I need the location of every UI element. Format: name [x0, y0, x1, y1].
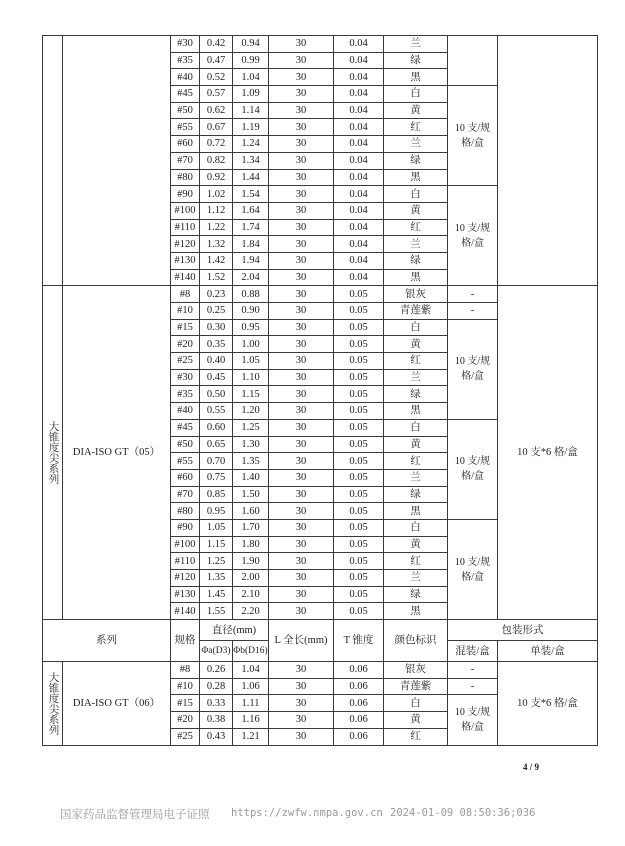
spec-cell: #40	[171, 69, 200, 86]
phi-b-cell: 1.94	[233, 252, 269, 269]
length-cell: 30	[269, 403, 334, 420]
color-cell: 红	[384, 728, 448, 745]
color-cell: 红	[384, 353, 448, 370]
length-cell: 30	[269, 102, 334, 119]
spec-cell: #70	[171, 152, 200, 169]
category-cell	[43, 662, 63, 745]
mixed-pack-cell: -	[448, 662, 498, 679]
length-cell: 30	[269, 269, 334, 286]
color-cell: 红	[384, 453, 448, 470]
phi-b-cell: 1.19	[233, 119, 269, 136]
phi-b-cell: 1.05	[233, 353, 269, 370]
spec-cell: #140	[171, 603, 200, 620]
length-cell: 30	[269, 353, 334, 370]
phi-b-cell: 1.09	[233, 86, 269, 103]
taper-cell: 0.05	[334, 419, 384, 436]
header-length: L 全长(mm)	[269, 620, 334, 662]
phi-a-cell: 0.57	[200, 86, 233, 103]
spec-cell: #45	[171, 86, 200, 103]
spec-cell: #25	[171, 353, 200, 370]
spec-cell: #80	[171, 503, 200, 520]
phi-a-cell: 1.45	[200, 586, 233, 603]
phi-a-cell: 1.05	[200, 519, 233, 536]
mixed-pack-cell	[448, 36, 498, 86]
spec-cell: #25	[171, 728, 200, 745]
length-cell: 30	[269, 86, 334, 103]
taper-cell: 0.05	[334, 469, 384, 486]
length-cell: 30	[269, 419, 334, 436]
spec-cell: #90	[171, 186, 200, 203]
phi-b-cell: 0.95	[233, 319, 269, 336]
spec-cell: #8	[171, 286, 200, 303]
table-row	[43, 36, 598, 53]
phi-b-cell: 1.84	[233, 236, 269, 253]
length-cell: 30	[269, 570, 334, 587]
phi-b-cell: 1.16	[233, 712, 269, 729]
color-cell: 白	[384, 695, 448, 712]
phi-a-cell: 0.45	[200, 369, 233, 386]
color-cell: 银灰	[384, 286, 448, 303]
phi-b-cell: 2.00	[233, 570, 269, 587]
mixed-pack-cell: 10 支/规格/盒	[448, 86, 498, 186]
phi-b-cell: 1.06	[233, 678, 269, 695]
spec-cell: #10	[171, 303, 200, 320]
phi-b-cell: 1.40	[233, 469, 269, 486]
color-cell: 黑	[384, 403, 448, 420]
length-cell: 30	[269, 695, 334, 712]
header-series: 系列	[43, 620, 171, 662]
phi-a-cell: 0.52	[200, 69, 233, 86]
mixed-pack-cell: -	[448, 678, 498, 695]
header-phi-b: Φb(D16)	[233, 641, 269, 662]
spec-cell: #60	[171, 469, 200, 486]
taper-cell: 0.05	[334, 603, 384, 620]
color-cell: 黑	[384, 269, 448, 286]
phi-a-cell: 0.42	[200, 36, 233, 53]
phi-a-cell: 0.60	[200, 419, 233, 436]
spec-cell: #30	[171, 36, 200, 53]
color-cell: 绿	[384, 152, 448, 169]
phi-a-cell: 0.30	[200, 319, 233, 336]
phi-a-cell: 1.12	[200, 202, 233, 219]
spec-cell: #110	[171, 553, 200, 570]
phi-a-cell: 0.70	[200, 453, 233, 470]
phi-b-cell: 0.99	[233, 52, 269, 69]
color-cell: 黄	[384, 712, 448, 729]
phi-a-cell: 0.43	[200, 728, 233, 745]
spec-cell: #120	[171, 570, 200, 587]
taper-cell: 0.05	[334, 436, 384, 453]
length-cell: 30	[269, 319, 334, 336]
spec-cell: #10	[171, 678, 200, 695]
phi-b-cell: 1.64	[233, 202, 269, 219]
spec-cell: #50	[171, 102, 200, 119]
spec-cell: #15	[171, 319, 200, 336]
phi-b-cell: 2.20	[233, 603, 269, 620]
phi-a-cell: 0.72	[200, 136, 233, 153]
phi-b-cell: 1.90	[233, 553, 269, 570]
taper-cell: 0.06	[334, 695, 384, 712]
single-pack-cell: 10 支*6 格/盒	[498, 286, 598, 620]
table-row	[43, 662, 598, 679]
spec-cell: #20	[171, 712, 200, 729]
length-cell: 30	[269, 712, 334, 729]
color-cell: 白	[384, 519, 448, 536]
taper-cell: 0.04	[334, 102, 384, 119]
taper-cell: 0.05	[334, 386, 384, 403]
spec-cell: #130	[171, 586, 200, 603]
mixed-pack-cell: 10 支/规格/盒	[448, 319, 498, 419]
taper-cell: 0.04	[334, 236, 384, 253]
taper-cell: 0.05	[334, 553, 384, 570]
taper-cell: 0.05	[334, 353, 384, 370]
phi-b-cell: 1.35	[233, 453, 269, 470]
phi-a-cell: 1.02	[200, 186, 233, 203]
color-cell: 白	[384, 86, 448, 103]
color-cell: 兰	[384, 570, 448, 587]
color-cell: 白	[384, 319, 448, 336]
phi-a-cell: 1.25	[200, 553, 233, 570]
phi-b-cell: 1.04	[233, 662, 269, 679]
phi-b-cell: 1.04	[233, 69, 269, 86]
length-cell: 30	[269, 286, 334, 303]
phi-a-cell: 1.52	[200, 269, 233, 286]
spec-cell: #100	[171, 202, 200, 219]
taper-cell: 0.05	[334, 536, 384, 553]
length-cell: 30	[269, 662, 334, 679]
color-cell: 黄	[384, 536, 448, 553]
taper-cell: 0.04	[334, 69, 384, 86]
length-cell: 30	[269, 503, 334, 520]
color-cell: 绿	[384, 52, 448, 69]
header-color: 颜色标识	[384, 620, 448, 662]
phi-b-cell: 1.30	[233, 436, 269, 453]
color-cell: 兰	[384, 369, 448, 386]
phi-b-cell: 1.20	[233, 403, 269, 420]
category-cell	[43, 286, 63, 620]
spec-cell: #20	[171, 336, 200, 353]
spec-cell: #35	[171, 386, 200, 403]
color-cell: 黑	[384, 603, 448, 620]
spec-cell: #40	[171, 403, 200, 420]
series-cell	[63, 36, 171, 286]
mixed-pack-cell: 10 支/规格/盒	[448, 419, 498, 519]
taper-cell: 0.05	[334, 319, 384, 336]
color-cell: 黑	[384, 503, 448, 520]
spec-cell: #15	[171, 695, 200, 712]
taper-cell: 0.04	[334, 36, 384, 53]
header-phi-a: Φa(D3)	[200, 641, 233, 662]
color-cell: 黄	[384, 436, 448, 453]
footer-issuer: 国家药品监督管理局电子证照	[60, 807, 210, 821]
length-cell: 30	[269, 202, 334, 219]
color-cell: 黄	[384, 102, 448, 119]
taper-cell: 0.05	[334, 369, 384, 386]
phi-a-cell: 0.65	[200, 436, 233, 453]
phi-a-cell: 0.85	[200, 486, 233, 503]
phi-b-cell: 1.50	[233, 486, 269, 503]
length-cell: 30	[269, 252, 334, 269]
phi-a-cell: 0.40	[200, 353, 233, 370]
length-cell: 30	[269, 519, 334, 536]
length-cell: 30	[269, 436, 334, 453]
product-spec-table	[42, 35, 598, 746]
single-pack-cell: 10 支*6 格/盒	[498, 662, 598, 745]
taper-cell: 0.04	[334, 152, 384, 169]
color-cell: 绿	[384, 586, 448, 603]
length-cell: 30	[269, 553, 334, 570]
footer-timestamp: 2024-01-09 08:50:36;036	[390, 807, 536, 819]
phi-a-cell: 0.28	[200, 678, 233, 695]
table-body-lower	[43, 662, 598, 745]
spec-cell: #60	[171, 136, 200, 153]
taper-cell: 0.04	[334, 219, 384, 236]
phi-b-cell: 1.15	[233, 386, 269, 403]
phi-b-cell: 1.10	[233, 369, 269, 386]
category-cell	[43, 36, 63, 286]
spec-cell: #110	[171, 219, 200, 236]
phi-b-cell: 1.60	[233, 503, 269, 520]
length-cell: 30	[269, 453, 334, 470]
phi-a-cell: 1.15	[200, 536, 233, 553]
phi-b-cell: 1.11	[233, 695, 269, 712]
taper-cell: 0.05	[334, 586, 384, 603]
mixed-pack-cell: 10 支/规格/盒	[448, 186, 498, 286]
phi-b-cell: 1.80	[233, 536, 269, 553]
color-cell: 兰	[384, 469, 448, 486]
phi-a-cell: 0.47	[200, 52, 233, 69]
phi-b-cell: 1.74	[233, 219, 269, 236]
single-pack-cell	[498, 36, 598, 286]
color-cell: 银灰	[384, 662, 448, 679]
spec-cell: #55	[171, 119, 200, 136]
length-cell: 30	[269, 52, 334, 69]
length-cell: 30	[269, 219, 334, 236]
length-cell: 30	[269, 69, 334, 86]
phi-a-cell: 0.25	[200, 303, 233, 320]
length-cell: 30	[269, 486, 334, 503]
series-cell: DIA-ISO GT（05）	[63, 286, 171, 620]
taper-cell: 0.04	[334, 52, 384, 69]
phi-b-cell: 2.10	[233, 586, 269, 603]
phi-b-cell: 1.21	[233, 728, 269, 745]
taper-cell: 0.05	[334, 503, 384, 520]
color-cell: 兰	[384, 36, 448, 53]
table-row	[43, 286, 598, 303]
spec-cell: #100	[171, 536, 200, 553]
taper-cell: 0.05	[334, 336, 384, 353]
color-cell: 红	[384, 553, 448, 570]
header-row-top	[43, 620, 598, 641]
spec-cell: #130	[171, 252, 200, 269]
spec-cell: #8	[171, 662, 200, 679]
taper-cell: 0.04	[334, 119, 384, 136]
taper-cell: 0.05	[334, 519, 384, 536]
color-cell: 红	[384, 119, 448, 136]
phi-a-cell: 1.42	[200, 252, 233, 269]
length-cell: 30	[269, 386, 334, 403]
taper-cell: 0.05	[334, 486, 384, 503]
color-cell: 青莲紫	[384, 678, 448, 695]
phi-a-cell: 0.33	[200, 695, 233, 712]
color-cell: 黄	[384, 336, 448, 353]
phi-a-cell: 0.92	[200, 169, 233, 186]
taper-cell: 0.04	[334, 186, 384, 203]
color-cell: 黄	[384, 202, 448, 219]
color-cell: 绿	[384, 386, 448, 403]
spec-cell: #140	[171, 269, 200, 286]
phi-a-cell: 1.32	[200, 236, 233, 253]
taper-cell: 0.06	[334, 712, 384, 729]
spec-cell: #55	[171, 453, 200, 470]
color-cell: 兰	[384, 136, 448, 153]
taper-cell: 0.05	[334, 303, 384, 320]
length-cell: 30	[269, 119, 334, 136]
category-label: 大锥度尖系列	[47, 421, 59, 485]
phi-a-cell: 1.55	[200, 603, 233, 620]
length-cell: 30	[269, 728, 334, 745]
taper-cell: 0.05	[334, 286, 384, 303]
spec-cell: #80	[171, 169, 200, 186]
color-cell: 绿	[384, 486, 448, 503]
phi-b-cell: 1.54	[233, 186, 269, 203]
header-mixed-pack: 混装/盒	[448, 641, 498, 662]
length-cell: 30	[269, 603, 334, 620]
header-spec: 规格	[171, 620, 200, 662]
taper-cell: 0.04	[334, 202, 384, 219]
phi-a-cell: 1.35	[200, 570, 233, 587]
taper-cell: 0.06	[334, 728, 384, 745]
taper-cell: 0.04	[334, 136, 384, 153]
footer-url: https://zwfw.nmpa.gov.cn	[231, 807, 383, 819]
phi-b-cell: 1.44	[233, 169, 269, 186]
phi-b-cell: 1.14	[233, 102, 269, 119]
category-label: 大锥度尖系列	[47, 671, 59, 735]
mixed-pack-cell: 10 支/规格/盒	[448, 695, 498, 745]
phi-a-cell: 0.26	[200, 662, 233, 679]
phi-a-cell: 0.62	[200, 102, 233, 119]
color-cell: 青莲紫	[384, 303, 448, 320]
taper-cell: 0.06	[334, 678, 384, 695]
spec-cell: #90	[171, 519, 200, 536]
length-cell: 30	[269, 336, 334, 353]
color-cell: 白	[384, 186, 448, 203]
length-cell: 30	[269, 169, 334, 186]
phi-a-cell: 0.67	[200, 119, 233, 136]
phi-b-cell: 1.00	[233, 336, 269, 353]
taper-cell: 0.04	[334, 86, 384, 103]
spec-cell: #45	[171, 419, 200, 436]
mixed-pack-cell: -	[448, 286, 498, 303]
length-cell: 30	[269, 303, 334, 320]
phi-a-cell: 0.75	[200, 469, 233, 486]
color-cell: 兰	[384, 236, 448, 253]
phi-b-cell: 1.70	[233, 519, 269, 536]
phi-b-cell: 0.88	[233, 286, 269, 303]
header-diameter: 直径(mm)	[200, 620, 269, 641]
length-cell: 30	[269, 469, 334, 486]
color-cell: 黑	[384, 169, 448, 186]
color-cell: 红	[384, 219, 448, 236]
spec-cell: #70	[171, 486, 200, 503]
phi-b-cell: 2.04	[233, 269, 269, 286]
mixed-pack-cell: 10 支/规格/盒	[448, 519, 498, 619]
phi-b-cell: 0.94	[233, 36, 269, 53]
header-single-pack: 单装/盒	[498, 641, 598, 662]
spec-cell: #120	[171, 236, 200, 253]
length-cell: 30	[269, 678, 334, 695]
color-cell: 黑	[384, 69, 448, 86]
length-cell: 30	[269, 152, 334, 169]
phi-b-cell: 1.24	[233, 136, 269, 153]
spec-cell: #50	[171, 436, 200, 453]
length-cell: 30	[269, 536, 334, 553]
color-cell: 白	[384, 419, 448, 436]
phi-b-cell: 0.90	[233, 303, 269, 320]
phi-a-cell: 0.95	[200, 503, 233, 520]
header-taper: T 锥度	[334, 620, 384, 662]
length-cell: 30	[269, 136, 334, 153]
taper-cell: 0.06	[334, 662, 384, 679]
length-cell: 30	[269, 586, 334, 603]
phi-b-cell: 1.25	[233, 419, 269, 436]
phi-a-cell: 0.82	[200, 152, 233, 169]
taper-cell: 0.05	[334, 453, 384, 470]
phi-a-cell: 0.35	[200, 336, 233, 353]
length-cell: 30	[269, 236, 334, 253]
spec-cell: #30	[171, 369, 200, 386]
taper-cell: 0.04	[334, 169, 384, 186]
phi-a-cell: 0.50	[200, 386, 233, 403]
taper-cell: 0.05	[334, 570, 384, 587]
taper-cell: 0.04	[334, 269, 384, 286]
taper-cell: 0.05	[334, 403, 384, 420]
taper-cell: 0.04	[334, 252, 384, 269]
phi-a-cell: 0.23	[200, 286, 233, 303]
header-packaging: 包装形式	[448, 620, 598, 641]
mixed-pack-cell: -	[448, 303, 498, 320]
series-cell: DIA-ISO GT（06）	[63, 662, 171, 745]
spec-cell: #35	[171, 52, 200, 69]
length-cell: 30	[269, 36, 334, 53]
color-cell: 绿	[384, 252, 448, 269]
page-number: 4 / 9	[523, 762, 540, 772]
repeated-table-header	[43, 620, 598, 662]
certificate-footer	[0, 806, 625, 822]
length-cell: 30	[269, 186, 334, 203]
length-cell: 30	[269, 369, 334, 386]
table-body-upper	[43, 36, 598, 620]
phi-a-cell: 0.55	[200, 403, 233, 420]
phi-a-cell: 0.38	[200, 712, 233, 729]
phi-a-cell: 1.22	[200, 219, 233, 236]
phi-b-cell: 1.34	[233, 152, 269, 169]
